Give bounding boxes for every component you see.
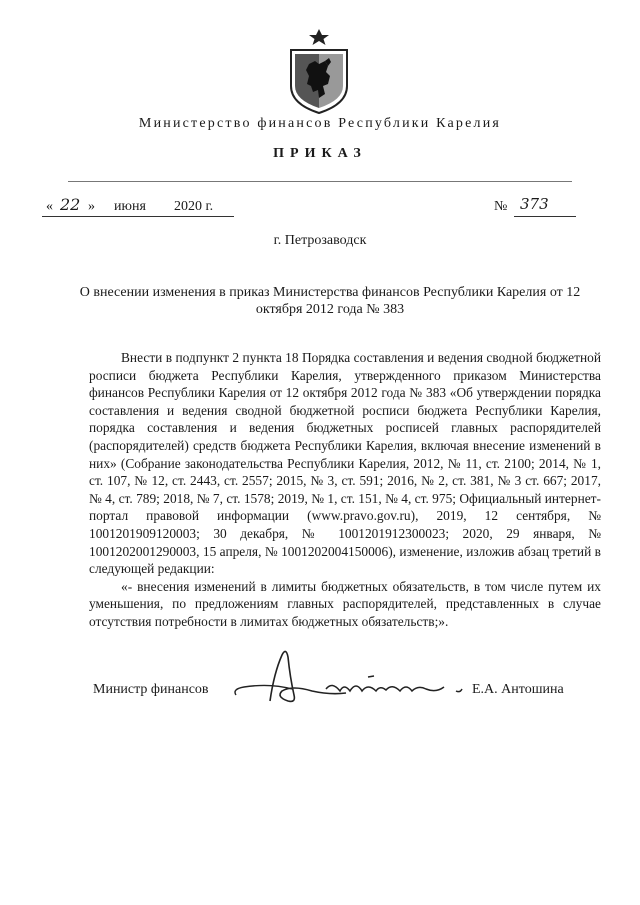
order-date [42, 195, 238, 219]
number-sign: № [494, 199, 508, 214]
date-year: 2020 г. [174, 199, 214, 214]
date-day: 22 [60, 195, 81, 214]
order-body [89, 349, 601, 631]
body-paragraph: Внести в подпункт 2 пункта 18 Порядка составления и ведения сводной бюджетной росписи бюджета Республики Карелия, утвержденного приказом Министерства финансов Республики Карелия от 12 октября 2012 года № 383 «Об утверждении порядка составления и ведения сводной бюджетной росписи бюджета Республики Карелия, порядка составления и ведения бюджетных росписей главных распорядителей (распорядителей) средств бюджета Республики Карелия, включая внесение изменений в них» (Собрание законодательства Республики Карелия, 2012, № 11, ст. 2100; 2014, № 1, ст. 107, № 12, ст. 2443, ст. 2557; 2015, № 3, ст. 591; 2016, № 2, ст. 381, № 3 ст. 667; 2017, № 4, ст. 789; 2018, № 7, ст. 1578; 2019, № 1, ст. 151, № 4, ст. 975; Официальный интернет-портал правовой информации (www.pravo.gov.ru), 2019, 12 сентября, № 1001201909120003; 30 декабря, № 1001201912300023; 2020, 29 января, № 1001202001290003, 15 апреля, № 1001202004150006), изменение, изложив абзац третий в следующей редакции: [89, 350, 601, 577]
number-underline [514, 216, 576, 217]
signer-name: Е.А. Антошина [472, 682, 564, 697]
order-subject: О внесении изменения в приказ Министерства финансов Республики Карелия от 12 октября 2012 года № 383 [79, 285, 581, 317]
number-value: 373 [520, 195, 549, 213]
coat-of-arms-emblem [285, 28, 353, 114]
date-month: июня [114, 199, 146, 214]
city: г. Петрозаводск [273, 233, 367, 248]
date-quote-close: » [88, 199, 95, 214]
handwritten-signature [230, 643, 470, 713]
date-quote-open: « [46, 199, 53, 214]
body-paragraph-quote: «- внесения изменений в лимиты бюджетных обязательств, в том числе путем их уменьшения, по предложениям главных распорядителей, представленных в случае отсутствия потребности в лимитах бюджетных обязательств;». [89, 578, 601, 629]
order-number [494, 195, 584, 219]
date-underline [42, 216, 234, 217]
signer-position: Министр финансов [93, 682, 209, 697]
header-divider [68, 181, 572, 182]
ministry-name: Министерство финансов Республики Карелия [138, 116, 502, 131]
document-title: ПРИКАЗ [273, 146, 367, 161]
